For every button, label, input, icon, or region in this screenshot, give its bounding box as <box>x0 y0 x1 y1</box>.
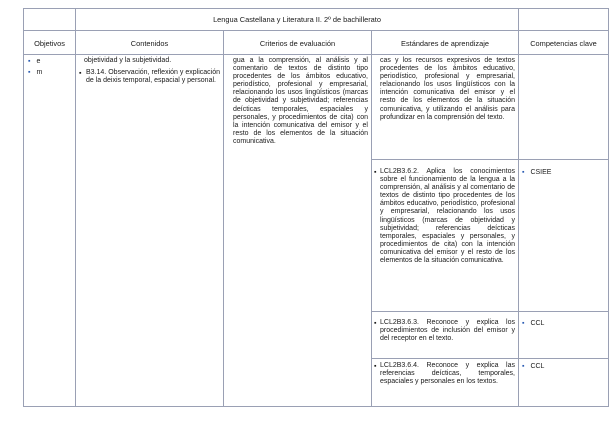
criterio-continued: gua a la comprensión, al análisis y al comentario de textos de distinto tipo procedentes de los ámbitos educativo, periodístico, profesional y empresarial, relacionando los usos lingüísticos (marcas de objetividad y subjetividad; referencias deícticas temporales, espaciales y personales, y procedimientos de cita) con la intención comunicativa del emisor y el resto de los elementos de la situación comunicativa. <box>233 57 368 145</box>
competencia-item: ▪ CCL <box>522 363 545 370</box>
header-competencias: Competencias clave <box>530 39 597 48</box>
bullet-icon: ▪ <box>522 320 525 327</box>
border-bottom <box>24 406 609 407</box>
col-divider-criterios <box>371 31 372 407</box>
col-divider-contenidos <box>223 31 224 407</box>
table-title: Lengua Castellana y Literatura II. 2º de bachillerato <box>213 15 381 24</box>
bullet-icon: ▪ <box>28 69 31 76</box>
bullet-icon: ▪ <box>79 70 82 77</box>
header-estandares: Estándares de aprendizaje <box>401 39 489 48</box>
contenido-item: B3.14. Observación, reflexión y explicación de la deixis temporal, espacial y personal. <box>86 69 220 85</box>
estandar-item: LCL2B3.6.2. Aplica los conocimientos sobre el funcionamiento de la lengua a la comprensión, al análisis y al comentario de textos de distinto tipo procedentes de los ámbitos educativo, periodístico, profesional y empresarial, relacionando los usos lingüísticos (marcas de objetividad y subjetividad; referencias deícticas temporales, espaciales y personales, y procedimientos de cita) con la intención comunicativa del emisor y el resto de los elementos de la situación comunicativa. <box>380 168 515 265</box>
bullet-icon: ▪ <box>28 58 31 65</box>
objetivo-item: ▪ e <box>28 58 41 65</box>
border-right <box>608 8 609 407</box>
header-contenidos: Contenidos <box>130 39 169 48</box>
bullet-icon: ▪ <box>374 363 377 370</box>
row-divider-1 <box>371 159 609 160</box>
competencia-item: ▪ CSIEE <box>522 169 552 176</box>
header-criterios: Criterios de evaluación <box>259 39 336 48</box>
contenido-continued: objetividad y la subjetividad. <box>84 57 172 64</box>
row-divider-3 <box>371 358 609 359</box>
col-divider-estandares <box>518 8 519 407</box>
bullet-icon: ▪ <box>522 363 525 370</box>
estandar-item: LCL2B3.6.4. Reconoce y explica las referencias deícticas, temporales, espaciales y personales en los textos. <box>380 362 515 386</box>
objetivo-item: ▪ m <box>28 69 43 76</box>
competencia-item: ▪ CCL <box>522 320 545 327</box>
header-row-divider <box>24 54 609 55</box>
estandar-continued: cas y los recursos expresivos de textos procedentes de los ámbitos educativo, periodístico, profesional y empresarial, relacionando los usos lingüísticos con la intención comunicativa del emisor y el resto de los elementos de la situación comunicativa, y utilizando el análisis para profundizar en la comprensión del texto. <box>380 57 515 121</box>
col-divider-objetivos <box>75 8 76 407</box>
header-objetivos: Objetivos <box>34 39 65 48</box>
curriculum-table <box>23 8 609 407</box>
row-divider-2 <box>371 311 609 312</box>
border-top <box>24 8 609 9</box>
bullet-icon: ▪ <box>374 169 377 176</box>
bullet-icon: ▪ <box>374 320 377 327</box>
title-row-divider <box>24 30 609 31</box>
bullet-icon: ▪ <box>522 169 525 176</box>
estandar-item: LCL2B3.6.3. Reconoce y explica los procedimientos de inclusión del emisor y del receptor en el texto. <box>380 319 515 343</box>
